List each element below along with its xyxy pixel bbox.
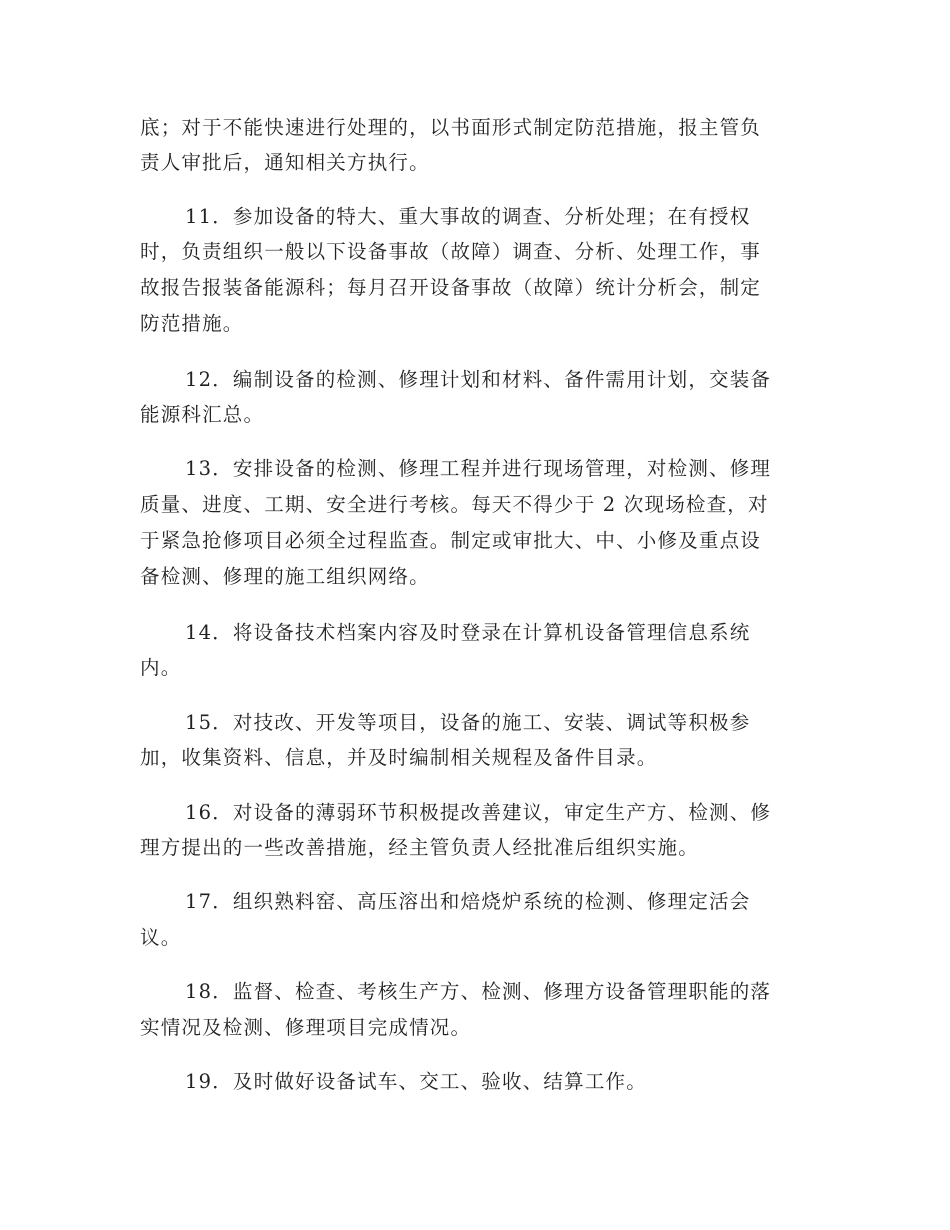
- paragraph-line: 19．及时做好设备试车、交工、验收、结算工作。: [185, 1070, 647, 1093]
- paragraph-line: 内。: [140, 656, 182, 679]
- paragraph-line: 备检测、修理的施工组织网络。: [140, 565, 430, 588]
- paragraph-line: 13．安排设备的检测、修理工程并进行现场管理，对检测、修理: [185, 457, 772, 480]
- paragraph-line: 能源科汇总。: [140, 403, 265, 426]
- paragraph-line: 故报告报装备能源科；每月召开设备事故（故障）统计分析会，制定: [140, 276, 762, 299]
- paragraph-line: 17．组织熟料窑、高压溶出和焙烧炉系统的检测、修理定活会: [185, 890, 751, 913]
- paragraph-line: 防范措施。: [140, 312, 244, 335]
- paragraph-line: 底；对于不能快速进行处理的，以书面形式制定防范措施，报主管负: [140, 116, 762, 139]
- paragraph-line: 实情况及检测、修理项目完成情况。: [140, 1016, 472, 1039]
- paragraph-line: 责人审批后，通知相关方执行。: [140, 151, 430, 174]
- paragraph-line: 18．监督、检查、考核生产方、检测、修理方设备管理职能的落: [185, 980, 772, 1003]
- paragraph-line: 14．将设备技术档案内容及时登录在计算机设备管理信息系统: [185, 621, 751, 644]
- paragraph-line: 时，负责组织一般以下设备事故（故障）调查、分析、处理工作，事: [140, 240, 762, 263]
- paragraph-line: 质量、进度、工期、安全进行考核。每天不得少于 2 次现场检查，对: [140, 493, 769, 516]
- paragraph-line: 议。: [140, 926, 182, 949]
- paragraph-line: 于紧急抢修项目必须全过程监查。制定或审批大、中、小修及重点设: [140, 529, 762, 552]
- paragraph-line: 加，收集资料、信息，并及时编制相关规程及备件目录。: [140, 746, 658, 769]
- paragraph-line: 11．参加设备的特大、重大事故的调查、分析处理；在有授权: [185, 205, 751, 228]
- paragraph-line: 理方提出的一些改善措施，经主管负责人经批准后组织实施。: [140, 836, 699, 859]
- paragraph-line: 16．对设备的薄弱环节积极提改善建议，审定生产方、检测、修: [185, 801, 772, 824]
- paragraph-line: 12．编制设备的检测、修理计划和材料、备件需用计划，交装备: [185, 368, 772, 391]
- paragraph-line: 15．对技改、开发等项目，设备的施工、安装、调试等积极参: [185, 711, 751, 734]
